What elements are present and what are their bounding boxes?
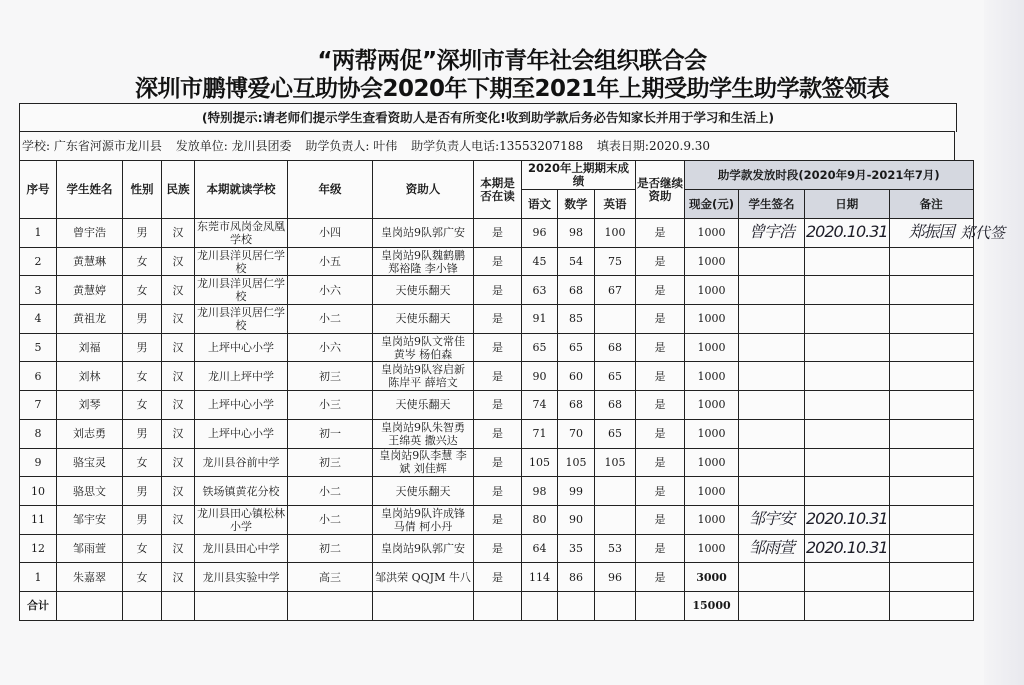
row-date — [805, 448, 890, 477]
row-grade: 小五 — [288, 247, 373, 276]
row-no: 1 — [20, 219, 57, 248]
row-continue: 是 — [636, 276, 685, 305]
row-score-chinese: 90 — [522, 362, 558, 391]
row-enrolled: 是 — [474, 305, 522, 334]
row-grade: 小六 — [288, 276, 373, 305]
row-continue: 是 — [636, 448, 685, 477]
table-row — [20, 448, 974, 477]
total-label: 合计 — [20, 591, 57, 620]
row-no: 3 — [20, 276, 57, 305]
info-person-in-charge: 助学负责人: 叶伟 — [305, 139, 398, 153]
row-gender: 女 — [123, 563, 162, 592]
row-cash: 1000 — [685, 362, 739, 391]
row-score-math: 54 — [558, 247, 595, 276]
row-sponsor: 皇岗站9队郭广安 — [373, 219, 474, 248]
row-signature-handwriting: 邹宇安 — [748, 509, 794, 529]
handwritten-proxy-sign-note: 郑代签 — [960, 224, 1006, 242]
table-row — [20, 305, 974, 334]
row-score-chinese: 63 — [522, 276, 558, 305]
table-row — [20, 391, 974, 420]
row-score-english: 68 — [595, 333, 636, 362]
row-ethnicity: 汉 — [162, 247, 195, 276]
col-group-scores: 2020年上期期末成绩 — [522, 161, 636, 190]
col-group-payment: 助学款发放时段(2020年9月-2021年7月) — [685, 161, 974, 190]
row-remarks — [889, 276, 973, 305]
row-grade: 高三 — [288, 563, 373, 592]
col-header-enrolled: 本期是否在读 — [474, 161, 522, 219]
row-date — [805, 419, 890, 448]
row-student-name: 黄慧琳 — [57, 247, 123, 276]
row-continue: 是 — [636, 391, 685, 420]
row-ethnicity: 汉 — [162, 391, 195, 420]
row-student-name: 黄慧婷 — [57, 276, 123, 305]
row-ethnicity: 汉 — [162, 477, 195, 506]
row-ethnicity: 汉 — [162, 563, 195, 592]
table-row — [20, 333, 974, 362]
info-school: 学校: 广东省河源市龙川县 — [22, 139, 162, 153]
row-grade: 初三 — [288, 362, 373, 391]
row-score-chinese: 74 — [522, 391, 558, 420]
row-grade: 初一 — [288, 419, 373, 448]
row-no: 8 — [20, 419, 57, 448]
row-gender: 男 — [123, 333, 162, 362]
row-continue: 是 — [636, 534, 685, 563]
row-enrolled: 是 — [474, 333, 522, 362]
row-signature — [739, 563, 805, 592]
col-header-remarks: 备注 — [889, 190, 973, 219]
row-signature — [739, 477, 805, 506]
row-continue: 是 — [636, 219, 685, 248]
row-gender: 女 — [123, 362, 162, 391]
row-remarks — [889, 333, 973, 362]
col-header-english: 英语 — [595, 190, 636, 219]
row-remarks — [889, 391, 973, 420]
row-remarks — [889, 247, 973, 276]
row-continue: 是 — [636, 247, 685, 276]
row-sponsor: 皇岗站9队魏鹤鹏 郑裕隆 李小锋 — [373, 247, 474, 276]
info-issuer: 发放单位: 龙川县团委 — [175, 139, 292, 153]
total-empty — [474, 591, 522, 620]
total-empty — [889, 591, 973, 620]
row-gender: 女 — [123, 391, 162, 420]
row-date — [805, 333, 890, 362]
row-score-chinese: 98 — [522, 477, 558, 506]
col-header-signature: 学生签名 — [739, 190, 805, 219]
row-cash: 1000 — [685, 391, 739, 420]
row-ethnicity: 汉 — [162, 276, 195, 305]
col-header-sponsor: 资助人 — [373, 161, 474, 219]
row-student-name: 黄祖龙 — [57, 305, 123, 334]
row-enrolled: 是 — [474, 362, 522, 391]
row-student-name: 曾宇浩 — [57, 219, 123, 248]
row-school: 上坪中心小学 — [195, 391, 288, 420]
table-row — [20, 477, 974, 506]
row-sponsor: 天使乐翻天 — [373, 305, 474, 334]
row-ethnicity: 汉 — [162, 534, 195, 563]
row-continue: 是 — [636, 505, 685, 534]
row-date — [805, 534, 890, 563]
row-score-english — [595, 305, 636, 334]
row-continue: 是 — [636, 362, 685, 391]
row-student-name: 邹雨萱 — [57, 534, 123, 563]
special-notice: (特别提示:请老师们提示学生查看资助人是否有所变化!收到助学款后务必告知家长并用于学习和生活上) — [19, 103, 957, 132]
row-score-english: 68 — [595, 391, 636, 420]
row-school: 上坪中心小学 — [195, 419, 288, 448]
row-date — [805, 362, 890, 391]
row-school: 龙川上坪中学 — [195, 362, 288, 391]
row-school: 龙川县洋贝居仁学校 — [195, 276, 288, 305]
row-sponsor: 天使乐翻天 — [373, 276, 474, 305]
row-score-english — [595, 505, 636, 534]
row-no: 2 — [20, 247, 57, 276]
row-signature — [739, 333, 805, 362]
row-cash: 1000 — [685, 276, 739, 305]
row-score-math: 68 — [558, 391, 595, 420]
table-row — [20, 247, 974, 276]
row-no: 5 — [20, 333, 57, 362]
row-date — [805, 247, 890, 276]
total-empty — [595, 591, 636, 620]
row-score-chinese: 80 — [522, 505, 558, 534]
row-no: 4 — [20, 305, 57, 334]
row-signature — [739, 362, 805, 391]
row-student-name: 刘福 — [57, 333, 123, 362]
row-score-english: 105 — [595, 448, 636, 477]
row-signature-handwriting: 曾宇浩 — [748, 222, 794, 242]
row-sponsor: 邹洪荣 QQJM 牛八 — [373, 563, 474, 592]
row-student-name: 朱嘉翠 — [57, 563, 123, 592]
total-row — [20, 591, 974, 620]
row-signature — [739, 276, 805, 305]
row-cash: 1000 — [685, 448, 739, 477]
table-row — [20, 219, 974, 248]
row-score-chinese: 64 — [522, 534, 558, 563]
row-student-name: 刘林 — [57, 362, 123, 391]
total-empty — [57, 591, 123, 620]
row-cash: 1000 — [685, 305, 739, 334]
row-enrolled: 是 — [474, 391, 522, 420]
row-student-name: 骆思文 — [57, 477, 123, 506]
row-score-chinese: 96 — [522, 219, 558, 248]
row-gender: 女 — [123, 448, 162, 477]
row-score-english: 67 — [595, 276, 636, 305]
row-remarks — [889, 477, 973, 506]
table-row — [20, 276, 974, 305]
row-score-math: 98 — [558, 219, 595, 248]
row-grade: 小三 — [288, 391, 373, 420]
row-signature — [739, 247, 805, 276]
row-ethnicity: 汉 — [162, 333, 195, 362]
row-date — [805, 219, 890, 248]
row-continue: 是 — [636, 477, 685, 506]
row-score-math: 86 — [558, 563, 595, 592]
row-cash: 1000 — [685, 534, 739, 563]
row-continue: 是 — [636, 333, 685, 362]
row-ethnicity: 汉 — [162, 362, 195, 391]
row-school: 龙川县田心镇松林小学 — [195, 505, 288, 534]
table-body — [20, 219, 974, 592]
row-ethnicity: 汉 — [162, 419, 195, 448]
row-school: 龙川县洋贝居仁学校 — [195, 305, 288, 334]
row-signature — [739, 419, 805, 448]
row-score-math: 68 — [558, 276, 595, 305]
row-school: 龙川县洋贝居仁学校 — [195, 247, 288, 276]
info-fill-date: 填表日期:2020.9.30 — [596, 139, 711, 153]
row-ethnicity: 汉 — [162, 448, 195, 477]
row-school: 东莞市凤岗金凤凰学校 — [195, 219, 288, 248]
row-score-english — [595, 477, 636, 506]
col-header-ethnicity: 民族 — [162, 161, 195, 219]
row-score-math: 85 — [558, 305, 595, 334]
row-score-english: 100 — [595, 219, 636, 248]
row-sponsor: 皇岗站9队容启新 陈岸平 薛培文 — [373, 362, 474, 391]
row-date-handwriting: 2020.10.31 — [806, 509, 888, 529]
row-school: 上坪中心小学 — [195, 333, 288, 362]
row-gender: 女 — [123, 534, 162, 563]
table-row — [20, 419, 974, 448]
col-header-math: 数学 — [558, 190, 595, 219]
row-score-english: 96 — [595, 563, 636, 592]
col-header-no: 序号 — [20, 161, 57, 219]
row-gender: 女 — [123, 247, 162, 276]
row-signature — [739, 305, 805, 334]
row-signature — [739, 505, 805, 534]
total-empty — [195, 591, 288, 620]
row-score-english: 65 — [595, 419, 636, 448]
row-student-name: 刘志勇 — [57, 419, 123, 448]
row-score-chinese: 91 — [522, 305, 558, 334]
col-header-grade: 年级 — [288, 161, 373, 219]
total-empty — [558, 591, 595, 620]
col-header-continue: 是否继续资助 — [636, 161, 685, 219]
row-grade: 小四 — [288, 219, 373, 248]
row-enrolled: 是 — [474, 563, 522, 592]
row-signature — [739, 534, 805, 563]
row-grade: 小二 — [288, 505, 373, 534]
row-continue: 是 — [636, 419, 685, 448]
row-school: 龙川县田心中学 — [195, 534, 288, 563]
row-remarks — [889, 448, 973, 477]
row-sponsor: 皇岗站9队文常佳 黄岑 杨伯森 — [373, 333, 474, 362]
row-sponsor: 天使乐翻天 — [373, 391, 474, 420]
row-grade: 初三 — [288, 448, 373, 477]
row-signature — [739, 219, 805, 248]
row-gender: 男 — [123, 505, 162, 534]
row-grade: 小六 — [288, 333, 373, 362]
row-gender: 女 — [123, 276, 162, 305]
row-score-chinese: 45 — [522, 247, 558, 276]
row-date-handwriting: 2020.10.31 — [806, 222, 888, 242]
row-no: 7 — [20, 391, 57, 420]
row-date — [805, 505, 890, 534]
row-enrolled: 是 — [474, 448, 522, 477]
row-remarks — [889, 362, 973, 391]
row-score-english: 75 — [595, 247, 636, 276]
total-empty — [739, 591, 805, 620]
row-date — [805, 563, 890, 592]
row-date-handwriting: 2020.10.31 — [806, 537, 888, 557]
row-no: 12 — [20, 534, 57, 563]
row-gender: 男 — [123, 477, 162, 506]
row-score-math: 70 — [558, 419, 595, 448]
row-sponsor: 皇岗站9队郭广安 — [373, 534, 474, 563]
total-empty — [522, 591, 558, 620]
row-sponsor: 皇岗站9队朱智勇 王绵英 撒兴达 — [373, 419, 474, 448]
row-remarks — [889, 305, 973, 334]
row-date — [805, 477, 890, 506]
row-score-math: 60 — [558, 362, 595, 391]
row-no: 10 — [20, 477, 57, 506]
row-gender: 男 — [123, 305, 162, 334]
row-remarks-handwriting: 郑振国 — [908, 222, 954, 242]
row-score-chinese: 105 — [522, 448, 558, 477]
row-enrolled: 是 — [474, 419, 522, 448]
row-no: 1 — [20, 563, 57, 592]
row-cash: 1000 — [685, 505, 739, 534]
row-school: 铁场镇黄花分校 — [195, 477, 288, 506]
total-empty — [123, 591, 162, 620]
row-score-chinese: 114 — [522, 563, 558, 592]
row-remarks — [889, 563, 973, 592]
row-cash: 3000 — [685, 563, 739, 592]
row-enrolled: 是 — [474, 505, 522, 534]
row-student-name: 刘琴 — [57, 391, 123, 420]
table-row — [20, 534, 974, 563]
row-enrolled: 是 — [474, 534, 522, 563]
total-empty — [805, 591, 890, 620]
row-score-math: 99 — [558, 477, 595, 506]
row-continue: 是 — [636, 563, 685, 592]
col-header-date: 日期 — [805, 190, 890, 219]
row-grade: 初二 — [288, 534, 373, 563]
row-school: 龙川县实验中学 — [195, 563, 288, 592]
total-empty — [288, 591, 373, 620]
row-enrolled: 是 — [474, 247, 522, 276]
row-date — [805, 391, 890, 420]
col-header-name: 学生姓名 — [57, 161, 123, 219]
col-header-school: 本期就读学校 — [195, 161, 288, 219]
row-score-math: 105 — [558, 448, 595, 477]
total-empty — [373, 591, 474, 620]
header-row-1 — [20, 161, 974, 190]
row-signature-handwriting: 邹雨萱 — [748, 537, 794, 557]
row-remarks — [889, 505, 973, 534]
row-student-name: 骆宝灵 — [57, 448, 123, 477]
row-date — [805, 276, 890, 305]
col-header-chinese: 语文 — [522, 190, 558, 219]
row-score-math: 90 — [558, 505, 595, 534]
total-empty — [636, 591, 685, 620]
document-title-line1: “两帮两促”深圳市青年社会组织联合会 — [317, 48, 707, 74]
row-ethnicity: 汉 — [162, 505, 195, 534]
row-ethnicity: 汉 — [162, 305, 195, 334]
table-row — [20, 563, 974, 592]
row-score-chinese: 71 — [522, 419, 558, 448]
row-gender: 男 — [123, 419, 162, 448]
row-sponsor: 皇岗站9队李慧 李斌 刘佳辉 — [373, 448, 474, 477]
row-cash: 1000 — [685, 219, 739, 248]
row-score-english: 65 — [595, 362, 636, 391]
row-cash: 1000 — [685, 333, 739, 362]
row-score-english: 53 — [595, 534, 636, 563]
row-remarks — [889, 534, 973, 563]
info-phone: 助学负责人电话:13553207188 — [411, 139, 584, 153]
row-sponsor: 天使乐翻天 — [373, 477, 474, 506]
document-title-line2: 深圳市鹏博爱心互助协会2020年下期至2021年上期受助学生助学款签领表 — [134, 76, 890, 102]
row-score-math: 35 — [558, 534, 595, 563]
row-signature — [739, 391, 805, 420]
col-header-gender: 性别 — [123, 161, 162, 219]
row-student-name: 邹宇安 — [57, 505, 123, 534]
row-enrolled: 是 — [474, 219, 522, 248]
row-grade: 小二 — [288, 477, 373, 506]
aid-sign-table — [19, 160, 974, 621]
row-date — [805, 305, 890, 334]
row-continue: 是 — [636, 305, 685, 334]
row-school: 龙川县谷前中学 — [195, 448, 288, 477]
row-enrolled: 是 — [474, 276, 522, 305]
row-no: 11 — [20, 505, 57, 534]
row-no: 6 — [20, 362, 57, 391]
row-cash: 1000 — [685, 247, 739, 276]
row-score-math: 65 — [558, 333, 595, 362]
row-remarks — [889, 419, 973, 448]
row-no: 9 — [20, 448, 57, 477]
total-cash: 15000 — [685, 591, 739, 620]
row-sponsor: 皇岗站9队许成锋 马倩 柯小丹 — [373, 505, 474, 534]
row-cash: 1000 — [685, 477, 739, 506]
table-row — [20, 362, 974, 391]
col-header-cash: 现金(元) — [685, 190, 739, 219]
table-row — [20, 505, 974, 534]
row-score-chinese: 65 — [522, 333, 558, 362]
total-empty — [162, 591, 195, 620]
row-gender: 男 — [123, 219, 162, 248]
row-cash: 1000 — [685, 419, 739, 448]
row-signature — [739, 448, 805, 477]
info-row — [19, 131, 955, 160]
row-ethnicity: 汉 — [162, 219, 195, 248]
row-enrolled: 是 — [474, 477, 522, 506]
row-grade: 小二 — [288, 305, 373, 334]
